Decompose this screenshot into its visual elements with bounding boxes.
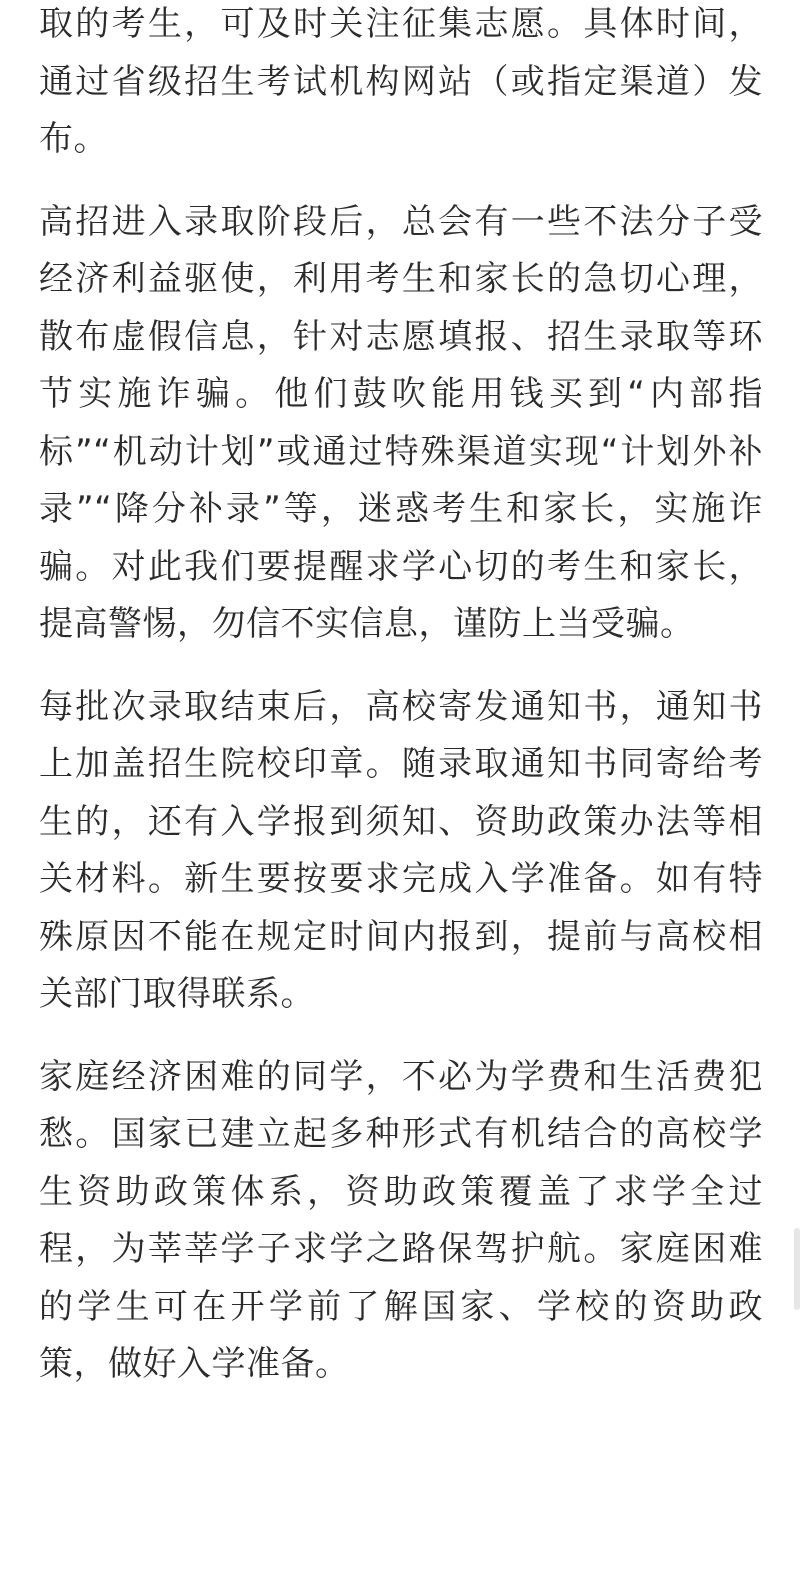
scrollbar-thumb[interactable] xyxy=(794,1228,800,1310)
paragraph-supplementary-admission: 取的考生，可及时关注征集志愿。具体时间，通过省级招生考试机构网站（或指定渠道）发布。 xyxy=(39,4,763,159)
paragraph-admission-notice: 每批次录取结束后，高校寄发通知书，通知书上加盖招生院校印章。随录取通知书同寄给考生的，还有入学报到须知、资助政策办法等相关材料。新生要按要求完成入学准备。如有特殊原因不能在规定时间内报到，提前与高校相关部门取得联系。 xyxy=(39,686,763,1014)
paragraph-fraud-warning: 高招进入录取阶段后，总会有一些不法分子受经济利益驱使，利用考生和家长的急切心理，散布虚假信息，针对志愿填报、招生录取等环节实施诈骗。他们鼓吹能用钱买到“内部指标”“机动计划”或通过特殊渠道实现“计划外补录”“降分补录”等，迷惑考生和家长，实施诈骗。对此我们要提醒求学心切的考生和家长，提高警惕，勿信不实信息，谨防上当受骗。 xyxy=(39,201,763,644)
article-body xyxy=(39,0,763,1419)
paragraph-financial-aid: 家庭经济困难的同学，不必为学费和生活费犯愁。国家已建立起多种形式有机结合的高校学生资助政策体系，资助政策覆盖了求学全过程，为莘莘学子求学之路保驾护航。家庭困难的学生可在开学前了解国家、学校的资助政策，做好入学准备。 xyxy=(39,1056,763,1384)
